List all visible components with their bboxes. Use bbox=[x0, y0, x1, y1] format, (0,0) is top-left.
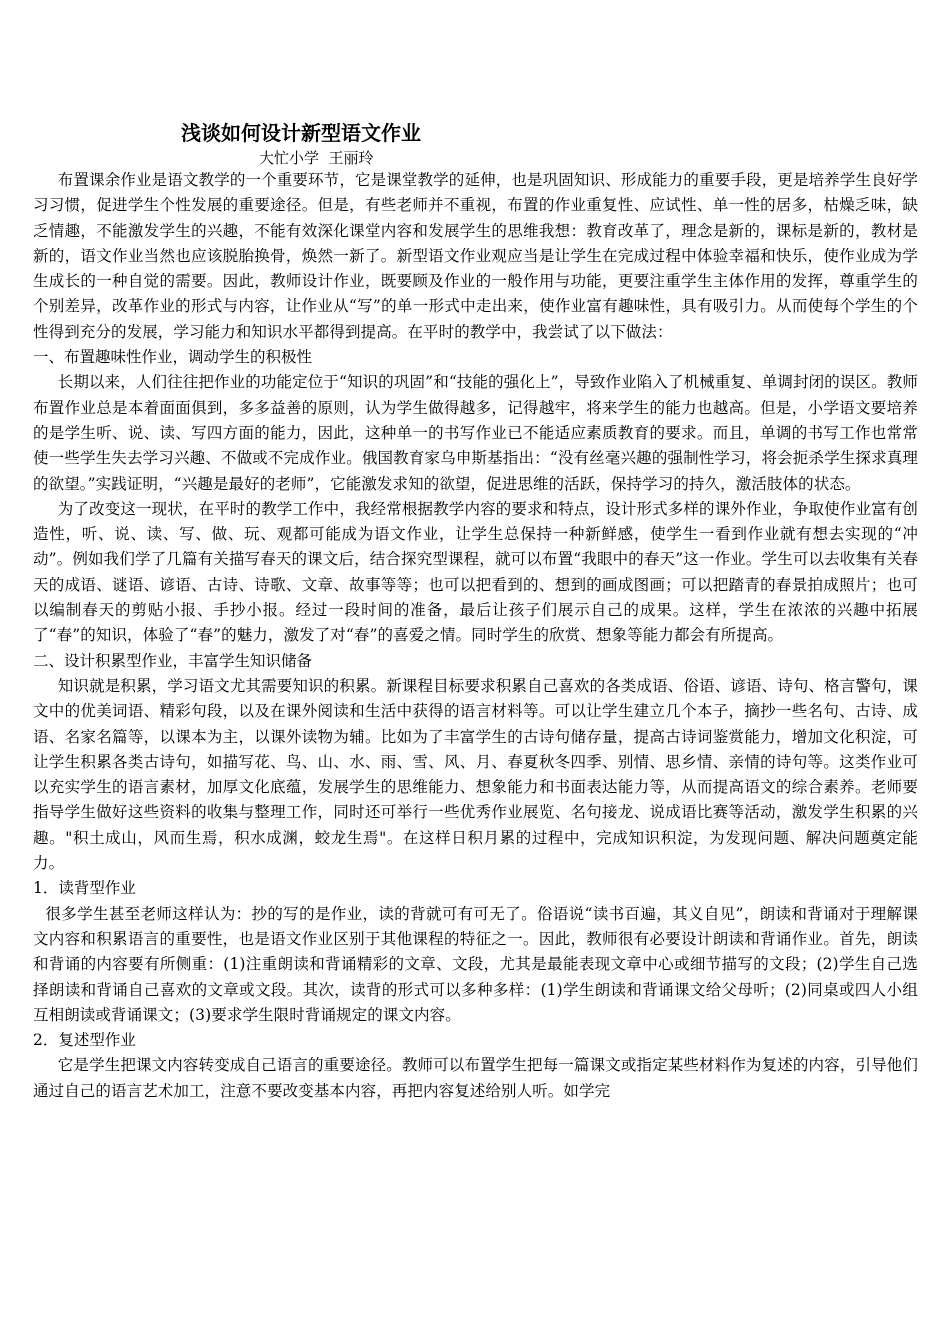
section-heading: 一、布置趣味性作业，调动学生的积极性 bbox=[33, 348, 313, 367]
body-paragraph: 知识就是积累，学习语文尤其需要知识的积累。新课程目标要求积累自己喜欢的各类成语、俗语、谚语、诗句、格言警句，课文中的优美词语、精彩句段，以及在课外阅读和生活中获得的语言材料等。可以让学生建立几个本子，摘抄一些名句、古诗、成语、名家名篇等，以课本为主，以课外读物为辅。比如为了丰富学生的古诗句储存量，提高古诗词鉴赏能力，增加文化积淀，可让学生积累各类古诗句，如描写花、鸟、山、水、雨、雪、风、月、春夏秋冬四季、别情、思乡情、亲情的诗句等。这类作业可以充实学生的语言素材，加厚文化底蕴，发展学生的思维能力、想象能力和书面表达能力等，从而提高语文的综合素养。老师要指导学生做好这些资料的收集与整理工作，同时还可举行一些优秀作业展览、名句接龙、说成语比赛等活动，激发学生积累的兴趣。"积土成山，风而生焉，积水成渊，蛟龙生焉"。在这样日积月累的过程中，完成知识积淀，为发现问题、解决问题奠定能力。 bbox=[33, 676, 918, 873]
document-body bbox=[33, 168, 918, 1104]
body-paragraph: 很多学生甚至老师这样认为：抄的写的是作业，读的背就可有可无了。俗语说“读书百遍，其义自见”，朗读和背诵对于理解课文内容和积累语言的重要性，也是语文作业区别于其他课程的特征之一。因此，教师很有必要设计朗读和背诵作业。首先，朗读和背诵的内容要有所侧重：(1)注重朗读和背诵精彩的文章、文段，尤其是最能表现文章中心或细节描写的文段；(2)学生自己选择朗读和背诵自己喜欢的文章或文段。其次，读背的形式可以多种多样：(1)学生朗读和背诵课文给父母听；(2)同桌或四人小组互相朗读或背诵课文；(3)要求学生限时背诵规定的课文内容。 bbox=[33, 904, 918, 1024]
document-title: 浅谈如何设计新型语文作业 bbox=[181, 121, 421, 145]
section-heading: 2．复述型作业 bbox=[33, 1031, 136, 1050]
body-paragraph: 长期以来，人们往往把作业的功能定位于“知识的巩固”和“技能的强化上”，导致作业陷入了机械重复、单调封闭的误区。教师布置作业总是本着面面俱到，多多益善的原则，认为学生做得越多，记得越牢，将来学生的能力也越高。但是，小学语文要培养的是学生听、说、读、写四方面的能力，因此，这种单一的书写作业已不能适应素质教育的要求。而且，单调的书写工作也常常使一些学生失去学习兴趣、不做或不完成作业。俄国教育家乌申斯基指出：“没有丝毫兴趣的强制性学习，将会扼杀学生探求真理的欲望。”实践证明，“兴趣是最好的老师”，它能激发求知的欲望，促进思维的活跃，保持学习的持久，激活肢体的状态。 bbox=[33, 373, 918, 493]
section-heading: 二、设计积累型作业，丰富学生知识储备 bbox=[33, 651, 313, 670]
body-paragraph: 它是学生把课文内容转变成自己语言的重要途径。教师可以布置学生把每一篇课文或指定某些材料作为复述的内容，引导他们通过自己的语言艺术加工，注意不要改变基本内容，再把内容复述给别人听。如学完 bbox=[33, 1056, 918, 1100]
section-heading: 1．读背型作业 bbox=[33, 879, 136, 898]
body-paragraph: 为了改变这一现状，在平时的教学工作中，我经常根据教学内容的要求和特点，设计形式多样的课外作业，争取使作业富有创造性，听、说、读、写、做、玩、观都可能成为语文作业，让学生总保持一种新鲜感，使学生一看到作业就有想去实现的“冲动”。例如我们学了几篇有关描写春天的课文后，结合探究型课程，就可以布置“我眼中的春天”这一作业。学生可以去收集有关春天的成语、谜语、谚语、古诗、诗歌、文章、故事等等；也可以把看到的、想到的画成图画；可以把踏青的春景拍成照片；也可以编制春天的剪贴小报、手抄小报。经过一段时间的准备，最后让孩子们展示自己的成果。这样，学生在浓浓的兴趣中拓展了“春”的知识，体验了“春”的魅力，激发了对“春”的喜爱之情。同时学生的欣赏、想象等能力都会有所提高。 bbox=[33, 499, 918, 645]
body-paragraph: 布置课余作业是语文教学的一个重要环节，它是课堂教学的延伸，也是巩固知识、形成能力的重要手段，更是培养学生良好学习习惯，促进学生个性发展的重要途径。但是，有些老师并不重视，布置的作业重复性、应试性、单一性的居多，枯燥乏味，缺乏情趣，不能激发学生的兴趣，不能有效深化课堂内容和发展学生的思维我想：教育改革了，理念是新的，课标是新的，教材是新的，语文作业当然也应该脱胎换骨，焕然一新了。新型语文作业观应当是让学生在完成过程中体验幸福和快乐，使作业成为学生成长的一种自觉的需要。因此，教师设计作业，既要顾及作业的一般作用与功能，更要注重学生主体作用的发挥，尊重学生的个别差异，改革作业的形式与内容，让作业从“写”的单一形式中走出来，使作业富有趣味性，具有吸引力。从而使每个学生的个性得到充分的发展，学习能力和知识水平都得到提高。在平时的教学中，我尝试了以下做法： bbox=[33, 171, 918, 341]
document-author: 大忙小学 王丽玲 bbox=[259, 149, 374, 167]
document-page bbox=[33, 118, 918, 1104]
